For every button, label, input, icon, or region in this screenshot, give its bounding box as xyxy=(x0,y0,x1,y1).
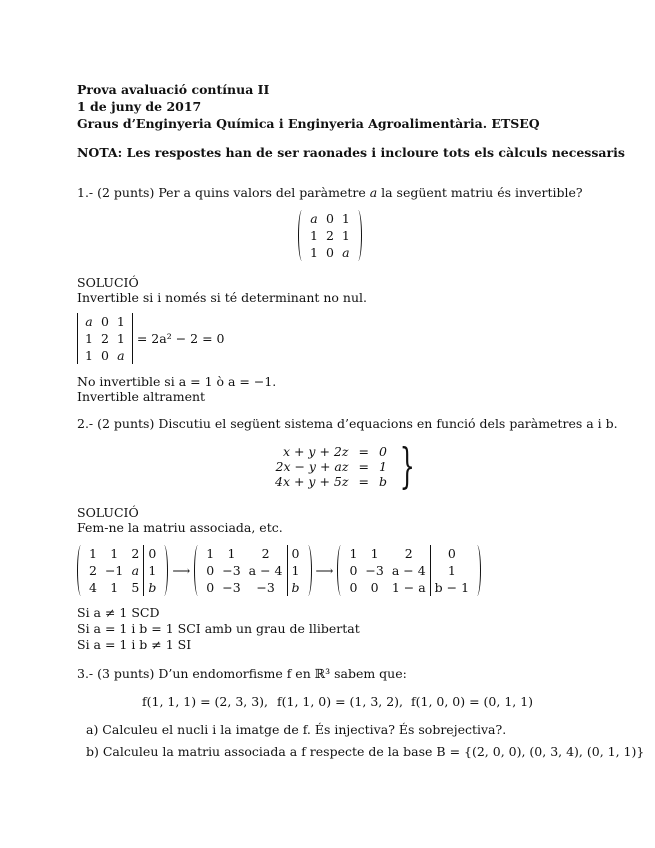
matrix-cell: 0 xyxy=(325,211,334,226)
matrix-cell: 2 xyxy=(100,331,109,346)
q1-solution-line3: Invertible altrament xyxy=(77,389,206,404)
q3-image-1: f(1, 1, 1) = (2, 3, 3), xyxy=(142,694,269,709)
exam-note: NOTA: Les respostes han de ser raonades i incloure tots els càlculs necessaris xyxy=(77,145,625,160)
matrix-row xyxy=(306,244,354,261)
matrix-cell: 1 xyxy=(310,245,318,260)
matrix-row xyxy=(202,579,303,596)
matrix-row xyxy=(202,545,303,562)
matrix-cell: 4 xyxy=(89,580,97,595)
matrix-cell: b xyxy=(287,579,304,596)
matrix-row xyxy=(345,562,473,579)
q2-solution-line1: Fem-ne la matriu associada, etc. xyxy=(77,520,283,535)
equation-rhs: 1 xyxy=(378,458,387,474)
matrix-cell: 0 xyxy=(206,580,215,595)
augmented-matrix-3 xyxy=(337,545,481,596)
matrix-cell: 1 xyxy=(430,562,473,579)
matrix-row xyxy=(81,347,129,364)
matrix-cell: −1 xyxy=(104,563,124,578)
q2-case-1: Si a ≠ 1 SCD xyxy=(77,605,160,620)
matrix-cell: 1 xyxy=(116,314,125,329)
matrix-cell: 0 xyxy=(206,563,215,578)
matrix-row xyxy=(306,227,354,244)
q1-solution-line1: Invertible si i només si té determinant no nul. xyxy=(77,290,367,305)
arrow-icon: ⟶ xyxy=(172,563,191,578)
equation-lhs: x + y + 2z xyxy=(282,443,349,459)
matrix-cell: 1 xyxy=(89,546,97,561)
matrix-cell: 0 xyxy=(287,545,304,562)
matrix-cell: 0 xyxy=(370,580,379,595)
exam-title: Prova avaluació contínua II xyxy=(77,82,270,97)
q3-statement: 3.- (3 punts) D’un endomorfisme f en ℝ³ sabem que: xyxy=(77,666,407,681)
matrix-cell: a − 4 xyxy=(391,563,426,578)
matrix-cell: 0 xyxy=(325,245,334,260)
determinant-result: = 2a² − 2 = 0 xyxy=(136,331,225,346)
matrix-cell: 2 xyxy=(325,228,334,243)
matrix-cell: 0 xyxy=(100,314,109,329)
matrix-cell: 1 xyxy=(85,331,93,346)
exam-degree: Graus d’Enginyeria Química i Enginyeria Agroalimentària. ETSEQ xyxy=(77,116,540,131)
matrix-row xyxy=(85,579,160,596)
equation-rhs: 0 xyxy=(378,443,387,459)
q2-system xyxy=(270,438,423,494)
matrix-cell: −3 xyxy=(365,563,384,578)
matrix-cell: 2 xyxy=(261,546,270,561)
q1-solution-line2: No invertible si a = 1 ò a = −1. xyxy=(77,374,277,389)
matrix-cell: 1 xyxy=(110,580,119,595)
q1-determinant xyxy=(77,313,224,364)
matrix-cell: 2 xyxy=(404,546,413,561)
matrix-cell: 1 xyxy=(287,562,304,579)
matrix-row xyxy=(345,579,473,596)
matrix-cell: 1 xyxy=(110,546,119,561)
matrix-cell: b − 1 xyxy=(430,579,473,596)
matrix-row xyxy=(345,545,473,562)
matrix-cell: 0 xyxy=(349,580,358,595)
equation-row xyxy=(270,459,392,474)
matrix-row xyxy=(85,562,160,579)
equation-row xyxy=(270,444,392,459)
q1-matrix xyxy=(298,210,362,261)
q2-row-reduction xyxy=(77,545,481,596)
matrix-cell: 1 xyxy=(144,562,161,579)
matrix-cell: 2 xyxy=(89,563,97,578)
q2-case-3: Si a = 1 i b ≠ 1 SI xyxy=(77,637,192,652)
matrix-cell: −3 xyxy=(256,580,275,595)
matrix-row xyxy=(81,330,129,347)
equation-eq: = xyxy=(358,458,369,474)
matrix-cell: a xyxy=(85,314,93,329)
matrix-row xyxy=(85,545,160,562)
matrix-cell: 1 xyxy=(349,546,358,561)
matrix-cell: 2 xyxy=(131,546,140,561)
augmented-matrix-1 xyxy=(77,545,168,596)
q2-solution-label: SOLUCIÓ xyxy=(77,505,139,520)
matrix-cell: −3 xyxy=(222,580,241,595)
equation-row xyxy=(270,474,392,489)
matrix-row xyxy=(81,313,129,330)
equation-rhs: b xyxy=(378,473,387,489)
matrix-cell: a xyxy=(117,348,125,363)
matrix-cell: 1 xyxy=(310,228,318,243)
matrix-row xyxy=(202,562,303,579)
augmented-matrix-2 xyxy=(194,545,311,596)
equation-lhs: 2x − y + az xyxy=(275,458,349,474)
matrix-row xyxy=(306,210,354,227)
matrix-cell: 0 xyxy=(100,348,109,363)
equation-eq: = xyxy=(358,473,369,489)
q1-statement: 1.- (2 punts) Per a quins valors del paràmetre a la següent matriu és invertible? xyxy=(77,185,583,200)
matrix-cell: a − 4 xyxy=(248,563,283,578)
equation-lhs: 4x + y + 5z xyxy=(275,473,349,489)
equation-eq: = xyxy=(358,443,369,459)
matrix-cell: 1 xyxy=(341,228,350,243)
matrix-cell: 1 − a xyxy=(391,580,426,595)
matrix-cell: a xyxy=(342,245,350,260)
matrix-cell: 0 xyxy=(144,545,161,562)
q3-part-b: b) Calculeu la matriu associada a f respecte de la base B = {(2, 0, 0), (0, 3, 4), (0, 1, 1)} xyxy=(86,744,645,759)
right-brace-icon: } xyxy=(399,438,415,494)
q2-case-2: Si a = 1 i b = 1 SCI amb un grau de llibertat xyxy=(77,621,360,636)
matrix-cell: 1 xyxy=(85,348,93,363)
matrix-cell: 0 xyxy=(430,545,473,562)
q3-part-a: a) Calculeu el nucli i la imatge de f. És injectiva? És sobrejectiva?. xyxy=(86,722,507,737)
matrix-cell: 0 xyxy=(349,563,358,578)
matrix-cell: b xyxy=(144,579,161,596)
q3-image-2: f(1, 1, 0) = (1, 3, 2), xyxy=(277,694,404,709)
q1-solution-label: SOLUCIÓ xyxy=(77,275,139,290)
matrix-cell: a xyxy=(310,211,318,226)
matrix-cell: 1 xyxy=(370,546,379,561)
matrix-cell: 1 xyxy=(116,331,125,346)
matrix-cell: −3 xyxy=(222,563,241,578)
exam-date: 1 de juny de 2017 xyxy=(77,99,202,114)
arrow-icon: ⟶ xyxy=(315,563,334,578)
q2-statement: 2.- (2 punts) Discutiu el següent sistema d’equacions en funció dels paràmetres a i b. xyxy=(77,416,618,431)
matrix-cell: 1 xyxy=(341,211,350,226)
matrix-cell: a xyxy=(131,563,140,578)
matrix-cell: 1 xyxy=(206,546,215,561)
matrix-cell: 5 xyxy=(131,580,140,595)
q3-image-3: f(1, 0, 0) = (0, 1, 1) xyxy=(411,694,534,709)
matrix-cell: 1 xyxy=(227,546,236,561)
